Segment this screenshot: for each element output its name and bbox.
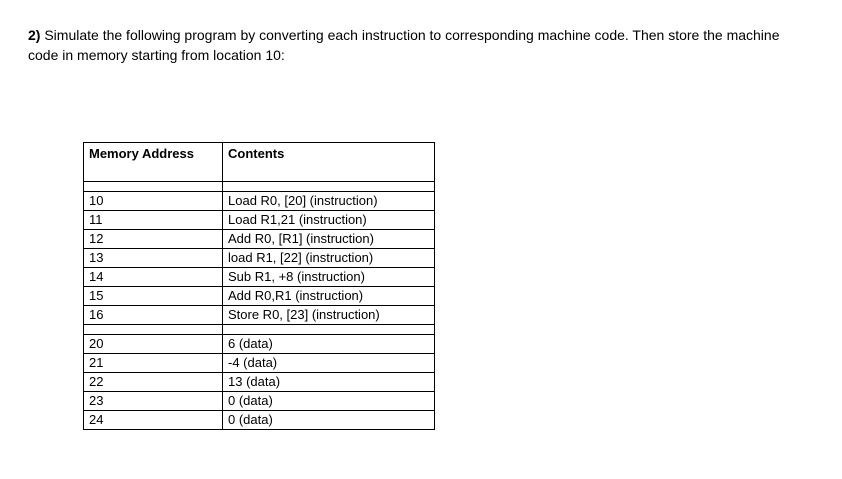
address-cell: 12 — [84, 230, 223, 249]
contents-cell: 6 (data) — [223, 335, 435, 354]
question-body: Simulate the following program by converting each instruction to corresponding machine code. Then store the machine code in memory starting from location 10: — [28, 27, 780, 63]
address-cell: 10 — [84, 192, 223, 211]
table-row — [84, 354, 435, 373]
table-row — [84, 249, 435, 268]
table-row — [84, 411, 435, 430]
spacer-row — [84, 325, 435, 335]
contents-cell: 0 (data) — [223, 392, 435, 411]
contents-cell: Add R0,R1 (instruction) — [223, 287, 435, 306]
address-cell: 24 — [84, 411, 223, 430]
table-row — [84, 230, 435, 249]
table-row — [84, 306, 435, 325]
memory-table — [83, 142, 435, 430]
table-row — [84, 335, 435, 354]
address-cell: 13 — [84, 249, 223, 268]
contents-cell: Load R1,21 (instruction) — [223, 211, 435, 230]
address-cell: 21 — [84, 354, 223, 373]
address-cell: 14 — [84, 268, 223, 287]
address-cell: 23 — [84, 392, 223, 411]
table-row — [84, 268, 435, 287]
table-row — [84, 287, 435, 306]
contents-cell: Store R0, [23] (instruction) — [223, 306, 435, 325]
contents-cell: load R1, [22] (instruction) — [223, 249, 435, 268]
header-memory-address: Memory Address — [84, 143, 223, 182]
contents-cell: -4 (data) — [223, 354, 435, 373]
table-row — [84, 373, 435, 392]
address-cell: 22 — [84, 373, 223, 392]
table-row — [84, 192, 435, 211]
contents-cell: 13 (data) — [223, 373, 435, 392]
address-cell: 11 — [84, 211, 223, 230]
contents-cell: 0 (data) — [223, 411, 435, 430]
address-cell: 15 — [84, 287, 223, 306]
header-contents: Contents — [223, 143, 435, 182]
memory-table-header-row — [84, 143, 435, 182]
contents-cell: Sub R1, +8 (instruction) — [223, 268, 435, 287]
address-cell: 16 — [84, 306, 223, 325]
question-text-block — [28, 25, 808, 65]
address-cell: 20 — [84, 335, 223, 354]
contents-cell: Load R0, [20] (instruction) — [223, 192, 435, 211]
spacer-row — [84, 182, 435, 192]
table-row — [84, 392, 435, 411]
question-number: 2) — [28, 27, 41, 43]
contents-cell: Add R0, [R1] (instruction) — [223, 230, 435, 249]
table-row — [84, 211, 435, 230]
